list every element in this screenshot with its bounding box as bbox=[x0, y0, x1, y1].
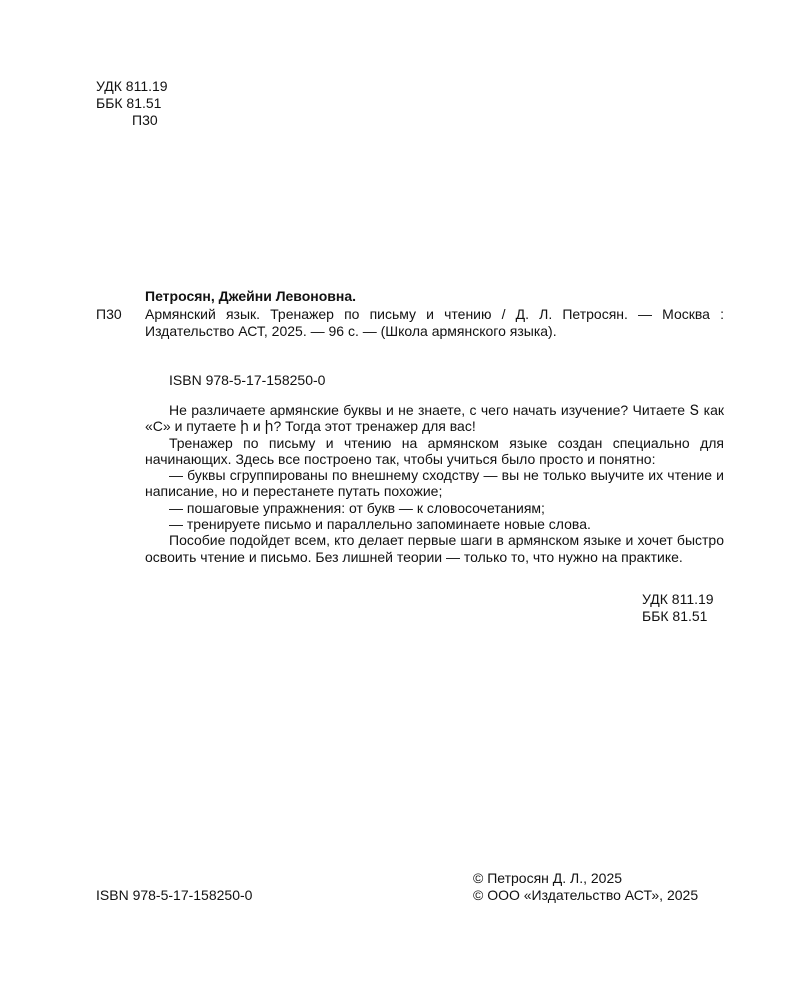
annotation-list-item: — тренируете письмо и параллельно запоминаете новые слова. bbox=[169, 516, 591, 533]
bibliographic-description: Армянский язык. Тренажер по письму и чтению / Д. Л. Петросян. — Москва : Издательство АСТ, 2025. — 96 с. — (Школа армянского языка). bbox=[145, 306, 724, 339]
annotation-paragraph: Пособие подойдет всем, кто делает первые шаги в армянском языке и хочет быстро освоить чтение и письмо. Без лишней теории — только то, что нужно на практике. bbox=[145, 532, 724, 565]
udk-code: УДК 811.19 bbox=[96, 78, 168, 94]
footer-isbn: ISBN 978-5-17-158250-0 bbox=[96, 887, 253, 903]
copyright-publisher: © ООО «Издательство АСТ», 2025 bbox=[473, 887, 699, 903]
annotation bbox=[145, 402, 724, 565]
record-cutter-code: П30 bbox=[96, 306, 122, 322]
record-isbn: ISBN 978-5-17-158250-0 bbox=[169, 372, 326, 388]
bbk-code: ББК 81.51 bbox=[96, 95, 162, 111]
bbk-code: ББК 81.51 bbox=[642, 608, 708, 624]
cutter-code: П30 bbox=[132, 112, 158, 128]
classification-codes-right bbox=[642, 591, 714, 625]
copyright-author: © Петросян Д. Л., 2025 bbox=[473, 870, 623, 886]
classification-codes-top bbox=[96, 78, 168, 129]
annotation-list-item: — буквы сгруппированы по внешнему сходству — вы не только выучите их чтение и написание, но и перестанете путать похожие; bbox=[145, 467, 724, 500]
copyright-block bbox=[473, 870, 698, 904]
annotation-paragraph: Тренажер по письму и чтению на армянском языке создан специально для начинающих. Здесь все построено так, чтобы учиться было просто и понятно: bbox=[145, 434, 724, 467]
author-heading: Петросян, Джейни Левоновна. bbox=[145, 288, 357, 304]
annotation-list-item: — пошаговые упражнения: от букв — к словосочетаниям; bbox=[169, 499, 545, 516]
udk-code: УДК 811.19 bbox=[642, 591, 714, 607]
annotation-paragraph: Не различаете армянские буквы и не знаете, с чего начать изучение? Читаете Տ как «С» и путаете ի и ի? Тогда этот тренажер для вас! bbox=[145, 402, 724, 435]
